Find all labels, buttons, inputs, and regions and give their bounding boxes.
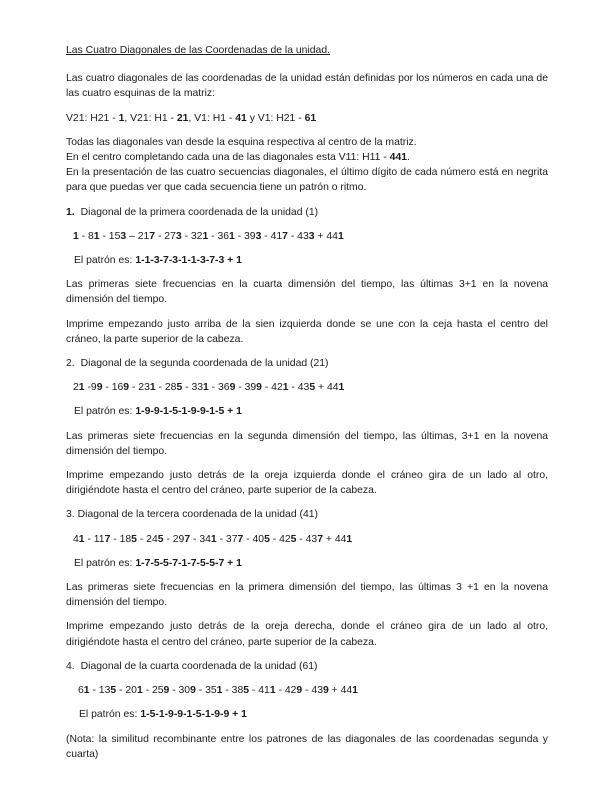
section-2-print-instruction: Imprime empezando justo detrás de la oreja izquierda donde el cráneo gira de un lado al otro, dirigiéndote hasta el centro del cráneo, parte superior de la cabeza. <box>66 470 548 497</box>
pattern-label: El patrón es: <box>79 709 138 721</box>
intro-paragraph: Las cuatro diagonales de las coordenadas de la unidad están definidas por los números en cada una de las cuatro esquinas de la matriz: <box>66 73 548 100</box>
pattern-value: 1-7-5-5-7-1-7-5-5-7 + 1 <box>135 557 242 569</box>
section-4-number: 4. <box>66 660 75 672</box>
section-1-heading-text: Diagonal de la primera coordenada de la unidad (1) <box>80 206 319 218</box>
center-line-2: En el centro completando cada una de las diagonales esta V11: H11 - 441. <box>66 152 410 164</box>
section-1-pattern <box>66 253 548 268</box>
section-1-sequence: 1 - 81 - 153 – 217 - 273 - 321 - 361 - 393 - 417 - 433 + 441 <box>73 230 344 242</box>
section-2-heading <box>66 356 548 371</box>
document-title: Las Cuatro Diagonales de las Coordenadas de la unidad. <box>66 45 330 56</box>
section-2-number: 2. <box>66 358 75 370</box>
section-3-pattern <box>66 556 548 571</box>
center-line-3: En la presentación de las cuatro secuencias diagonales, el último dígito de cada número está en negrita para que puedas ver que cada secuencia tiene un patrón o ritmo. <box>66 167 548 194</box>
center-explanation-block <box>66 135 548 196</box>
section-2-pattern <box>66 404 548 419</box>
section-1-number: 1. <box>66 206 75 218</box>
section-4-pattern <box>66 707 548 722</box>
corner-definitions-line: V21: H21 - 1, V21: H1 - 21, V1: H1 - 41 y V1: H21 - 61 <box>66 112 317 124</box>
center-line-1: Todas las diagonales van desde la esquina respectiva al centro de la matriz. <box>66 136 417 148</box>
section-1-print-instruction: Imprime empezando justo arriba de la sien izquierda donde se une con la ceja hasta el centro del cráneo, la parte superior de la cabeza. <box>66 318 548 345</box>
pattern-label: El patrón es: <box>74 406 133 418</box>
section-3-print-instruction: Imprime empezando justo detrás de la oreja derecha, donde el cráneo gira de un lado al otro, dirigiéndote hasta el centro del cráneo, parte superior de la cabeza. <box>66 621 548 648</box>
section-3-heading <box>66 507 548 522</box>
section-3 <box>66 507 548 649</box>
section-1-frequencies: Las primeras siete frecuencias en la cuarta dimensión del tiempo, las últimas 3+1 en la novena dimensión del tiempo. <box>66 279 548 306</box>
section-2 <box>66 356 548 498</box>
section-4-heading-text: Diagonal de la cuarta coordenada de la unidad (61) <box>80 660 318 672</box>
section-1 <box>66 205 548 347</box>
note-paragraph: (Nota: la similitud recombinante entre los patrones de las diagonales de las coordenadas segunda y cuarta) <box>66 733 548 760</box>
pattern-value: 1-1-3-7-3-1-1-3-7-3 + 1 <box>135 255 242 267</box>
section-4-sequence: 61 - 135 - 201 - 259 - 309 - 351 - 385 - 411 - 429 - 439 + 441 <box>78 685 358 697</box>
section-4 <box>66 659 548 723</box>
section-2-sequence: 21 -99 - 169 - 231 - 285 - 331 - 369 - 399 - 421 - 435 + 441 <box>73 382 345 394</box>
pattern-label: El patrón es: <box>74 255 133 267</box>
pattern-label: El patrón es: <box>74 557 133 569</box>
pattern-value: 1-9-9-1-5-1-9-9-1-5 + 1 <box>135 406 242 418</box>
section-3-heading-text: Diagonal de la tercera coordenada de la unidad (41) <box>77 509 318 521</box>
section-4-heading <box>66 659 548 674</box>
section-2-frequencies: Las primeras siete frecuencias en la segunda dimensión del tiempo, las últimas, 3+1 en la novena dimensión del tiempo. <box>66 430 548 457</box>
section-3-sequence: 41 - 117 - 185 - 245 - 297 - 341 - 377 - 405 - 425 - 437 + 441 <box>73 533 353 545</box>
pattern-value: 1-5-1-9-9-1-5-1-9-9 + 1 <box>140 709 247 721</box>
section-1-heading <box>66 205 548 220</box>
section-2-heading-text: Diagonal de la segunda coordenada de la unidad (21) <box>80 358 329 370</box>
section-3-frequencies: Las primeras siete frecuencias en la primera dimensión del tiempo, las últimas 3 +1 en la novena dimensión del tiempo. <box>66 582 548 609</box>
section-3-number: 3. <box>66 509 75 521</box>
